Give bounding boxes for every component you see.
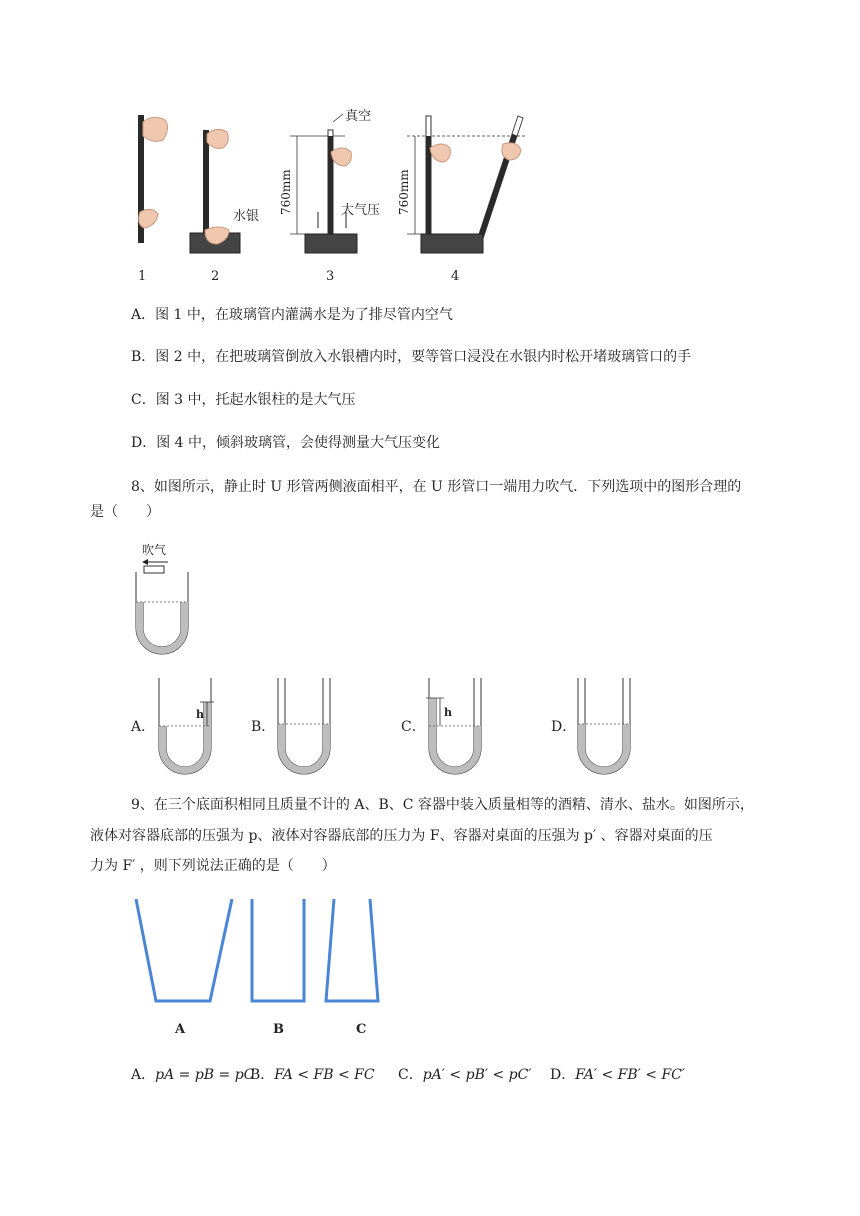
q8-stem-line2: 是（ ） xyxy=(90,504,160,520)
hand-icon xyxy=(502,143,521,160)
container-a xyxy=(136,899,232,1001)
q9-option-a-prefix: A． xyxy=(131,1067,156,1083)
q7-option-c: C．图 3 中，托起水银柱的是大气压 xyxy=(131,392,356,408)
h-label: h xyxy=(196,708,204,721)
q8-option-c-figure[interactable] xyxy=(422,678,492,778)
q7-option-a: A．图 1 中，在玻璃管内灌满水是为了排尽管内空气 xyxy=(131,307,453,323)
label-atm-pressure: 大气压 xyxy=(341,203,381,218)
q9-stem-line1: 9、在三个底面积相同且质量不计的 A、B、C 容器中装入质量相等的酒精、清水、盐水。如图所示， xyxy=(131,797,754,813)
q9-option-a-expr: pA = pB = pC xyxy=(155,1067,255,1083)
figure-number-4: 4 xyxy=(451,269,460,284)
hand-icon xyxy=(331,148,351,166)
container-c xyxy=(326,899,378,1001)
q8-option-d-label[interactable]: D． xyxy=(551,719,577,735)
u-tube-blow-figure xyxy=(128,540,198,655)
q9-option-b[interactable] xyxy=(250,1064,375,1086)
label-vacuum: 真空 xyxy=(345,109,372,124)
q8-option-a-label[interactable]: A． xyxy=(131,719,156,735)
height-label-4: 760mm xyxy=(397,169,411,215)
q9-option-d-prefix: D． xyxy=(550,1067,576,1083)
q8-stem-line1: 8、如图所示，静止时 U 形管两侧液面相平，在 U 形管口一端用力吹气．下列选项中的图形合理的 xyxy=(131,479,742,495)
label-mercury: 水银 xyxy=(233,209,260,224)
hand-icon xyxy=(143,117,168,141)
figure-number-3: 3 xyxy=(326,269,335,284)
q9-option-b-expr: FA < FB < FC xyxy=(274,1067,375,1083)
q8-option-d-figure[interactable] xyxy=(571,678,641,778)
q9-option-c[interactable] xyxy=(398,1064,532,1086)
container-label-a: A xyxy=(175,1022,186,1037)
containers-figure xyxy=(130,895,390,1040)
container-label-b: B xyxy=(273,1022,284,1037)
q7-option-d: D．图 4 中，倾斜玻璃管，会使得测量大气压变化 xyxy=(131,435,441,451)
hand-icon xyxy=(207,129,228,148)
trough-3 xyxy=(305,234,357,253)
q9-option-a[interactable] xyxy=(131,1064,254,1086)
q8-option-a-figure[interactable] xyxy=(152,678,222,778)
torricelli-figure xyxy=(125,100,545,285)
h-label: h xyxy=(444,706,452,719)
q9-option-c-expr: pA′ < pB′ < pC′ xyxy=(422,1067,532,1083)
hand-icon xyxy=(430,144,450,162)
q9-option-c-prefix: C． xyxy=(398,1067,423,1083)
trough-4 xyxy=(421,234,483,253)
label-blow: 吹气 xyxy=(142,543,167,557)
q8-option-b-label[interactable]: B． xyxy=(251,719,276,735)
q7-option-b: B．图 2 中，在把玻璃管倒放入水银槽内时，要等管口浸没在水银内时松开堵玻璃管口的手 xyxy=(131,349,692,365)
figure-number-1: 1 xyxy=(138,269,147,284)
q8-option-b-figure[interactable] xyxy=(271,678,341,778)
q9-stem-line3: 力为 F′ ，则下列说法正确的是（ ） xyxy=(90,858,336,874)
q9-option-d-expr: FA′ < FB′ < FC′ xyxy=(575,1067,686,1083)
figure-number-2: 2 xyxy=(211,269,220,284)
container-label-c: C xyxy=(356,1022,367,1037)
container-b xyxy=(252,899,304,1001)
height-label-3: 760mm xyxy=(279,169,293,215)
q9-stem-line2: 液体对容器底部的压强为 p、液体对容器底部的压力为 F、容器对桌面的压强为 p′ 、容器对桌面的压 xyxy=(90,828,713,844)
q9-option-d[interactable] xyxy=(550,1064,685,1086)
q8-option-c-label[interactable]: C． xyxy=(401,719,426,735)
q9-option-b-prefix: B． xyxy=(250,1067,275,1083)
hand-icon xyxy=(139,209,158,228)
